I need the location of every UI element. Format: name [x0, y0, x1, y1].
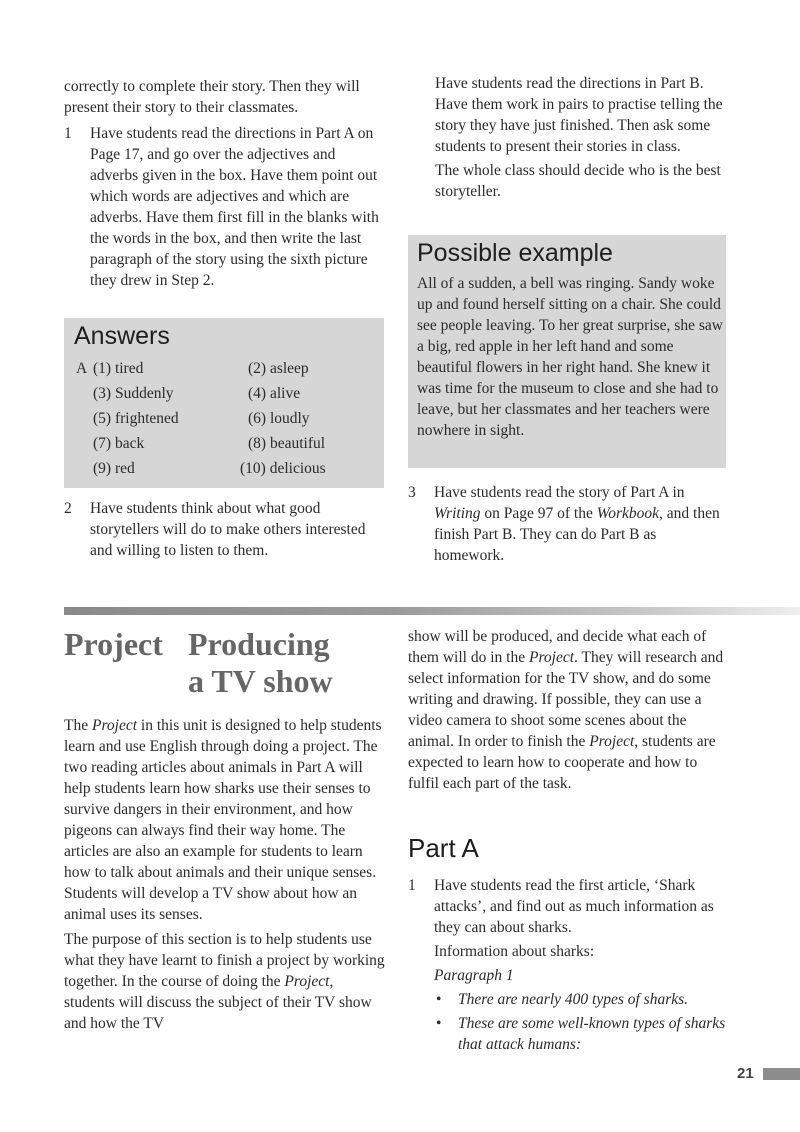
step-number: 2 — [64, 500, 72, 517]
page-number: 21 — [737, 1065, 754, 1082]
example-title: Possible example — [417, 239, 613, 267]
left-column-top — [64, 76, 386, 291]
answers-part-label: A — [76, 360, 88, 377]
answer-left: (5) frightened — [93, 410, 179, 427]
answer-right: (4) alive — [248, 385, 301, 402]
step-text: Have students read the first article, ‘Shark attacks’, and find out as much information as they can about sharks. — [434, 877, 714, 936]
writing-term: Writing — [434, 505, 481, 522]
answers-title: Answers — [74, 322, 170, 350]
answer-right: (6) loudly — [248, 410, 310, 427]
bullet-item: • These are some well-known types of sharks that attack humans: — [436, 1015, 726, 1053]
bullet-item: • There are nearly 400 types of sharks. — [436, 991, 689, 1008]
step-text-part: , and then finish Part B. They can do Part B as homework. — [434, 505, 720, 564]
example-text: All of a sudden, a bell was ringing. Sandy woke up and found herself sitting on a chair. She could see people leaving. To her great surprise, she saw a big, red apple in her left hand and some beautiful flowers in her right hand. She knew it was time for the museum to close and she had to leave, but her classmates and her teachers were nowhere in sight. — [417, 275, 723, 439]
project-label: Project — [64, 626, 163, 662]
answer-right: (2) asleep — [248, 360, 309, 377]
step-number: 1 — [408, 877, 416, 894]
step-text: Have students read the directions in Part A on Page 17, and go over the adjectives and adverbs given in the box. Have them point out which words are adjectives and which are adverbs. Have them first fill in the blanks with the words in the box, and then write the last paragraph of the story using the sixth picture they drew in Step 2. — [90, 125, 379, 289]
answer-right: (8) beautiful — [248, 435, 326, 452]
part-b-paragraph: Have students read the directions in Part B. Have them work in pairs to practise telling the story they have just finished. Then ask some students to present their stories in class. — [435, 75, 723, 155]
project-title-line2: a TV show — [188, 663, 333, 699]
project-left-column — [64, 715, 386, 1034]
section-divider — [64, 607, 800, 615]
left-column-item2 — [64, 498, 386, 561]
answer-left: (3) Suddenly — [93, 385, 174, 402]
project-title-line1: Producing — [188, 626, 330, 662]
project-right-column — [408, 626, 730, 794]
step-text-part: Have students read the story of Part A in — [434, 484, 685, 501]
answer-left: (1) tired — [93, 360, 144, 377]
right-column-item3 — [408, 482, 730, 566]
info-label: Information about sharks: — [434, 943, 595, 960]
answers-box — [64, 318, 384, 488]
part-a-heading: Part A — [408, 833, 479, 863]
project-paragraph-continued: show will be produced, and decide what each of them will do in the Project. They will research and select information for the TV show, and do some writing and drawing. If possible, they can use a video camera to shoot some scenes about the animal. In order to finish the Project, students are expected to learn how to cooperate and how to fulfil each part of the task. — [408, 628, 724, 792]
right-column-top — [435, 73, 735, 202]
intro-paragraph: correctly to complete their story. Then they will present their story to their classmates. — [64, 78, 360, 116]
shark-bullets — [408, 989, 730, 1055]
step-number: 3 — [408, 484, 416, 501]
answer-right: (10) delicious — [240, 460, 326, 477]
part-a-step-1 — [408, 875, 730, 938]
step-number: 1 — [64, 125, 72, 142]
answer-left: (9) red — [93, 460, 135, 477]
step-text-part: on Page 97 of the — [480, 505, 597, 522]
project-paragraph-1: The Project in this unit is designed to help students learn and use English through doing a project. The two reading articles about animals in Part A will help students learn how sharks use their senses to survive dangers in their environment, and how pigeons can always find their way home. The articles are also an example for students to learn how to talk about animals and their unique senses. Students will develop a TV show about how an animal uses its senses. — [64, 717, 382, 923]
step-3 — [408, 482, 730, 566]
step-2 — [64, 498, 386, 561]
part-a-content — [408, 875, 730, 1055]
possible-example-box — [408, 235, 726, 468]
step-text: Have students think about what good storytellers will do to make others interested and willing to listen to them. — [90, 500, 366, 559]
whole-class-paragraph: The whole class should decide who is the best storyteller. — [435, 162, 721, 200]
project-paragraph-2: The purpose of this section is to help students use what they have learnt to finish a project by working together. In the course of doing the Project, students will discuss the subject of their TV show and how the TV — [64, 931, 385, 1032]
workbook-term: Workbook — [596, 505, 660, 522]
paragraph-label: Paragraph 1 — [434, 967, 514, 984]
footer-bar — [763, 1068, 800, 1080]
step-1 — [64, 123, 386, 291]
answer-left: (7) back — [93, 435, 145, 452]
